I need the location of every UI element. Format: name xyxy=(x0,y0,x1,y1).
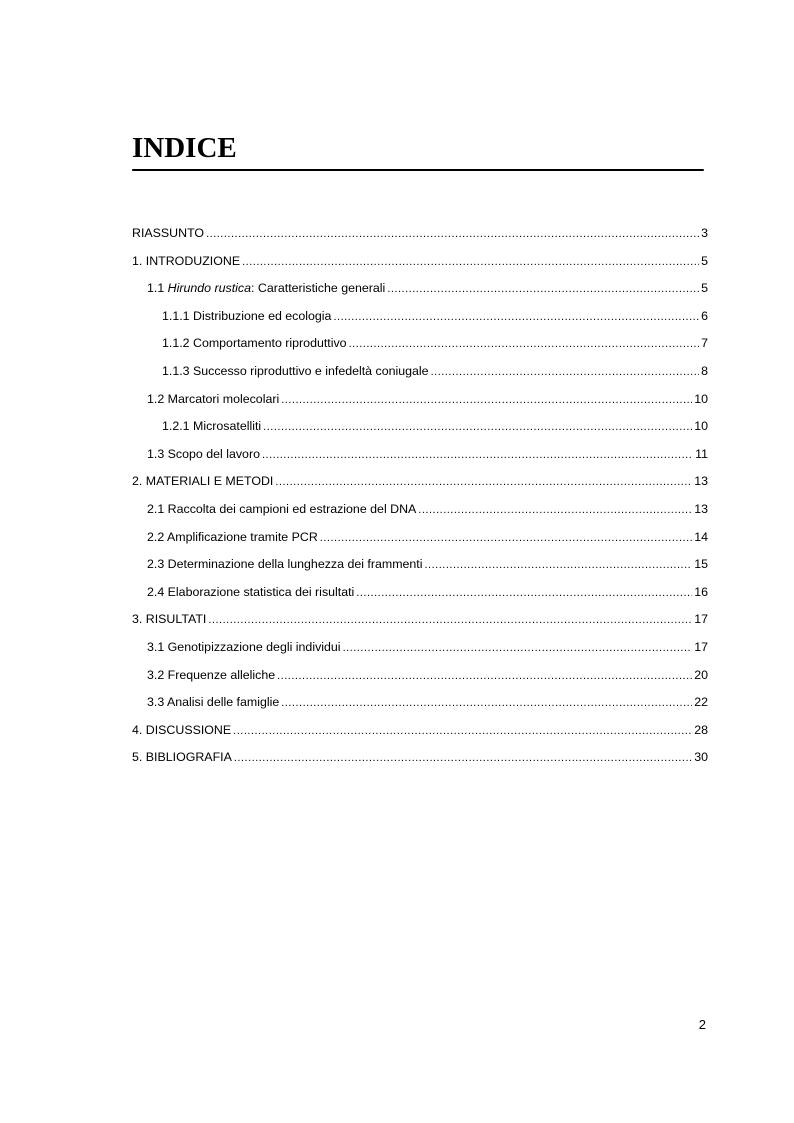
toc-entry-label: 5. BIBLIOGRAFIA xyxy=(132,750,232,765)
toc-entry-label-prefix: 1.1 xyxy=(147,281,168,296)
toc-entry-microsatelliti[interactable] xyxy=(132,415,708,443)
toc-entry-page: 22 xyxy=(694,695,708,710)
toc-entry-comportamento[interactable] xyxy=(132,332,708,360)
page-title: INDICE xyxy=(132,132,237,164)
toc-entry-page: 30 xyxy=(694,750,708,765)
toc-entry-introduzione[interactable] xyxy=(132,250,708,278)
toc-entry-label: 1.2.1 Microsatelliti xyxy=(162,419,262,434)
toc-entry-page: 13 xyxy=(694,501,708,516)
toc-entry-label: 1.3 Scopo del lavoro xyxy=(147,446,260,461)
toc-dot-leader xyxy=(320,527,692,549)
toc-entry-discussione[interactable] xyxy=(132,719,708,747)
toc-dot-leader xyxy=(277,665,692,687)
toc-entry-page: 15 xyxy=(694,557,708,572)
toc-entry-label: 4. DISCUSSIONE xyxy=(132,722,232,737)
toc-entry-marcatori[interactable] xyxy=(132,388,708,416)
toc-entry-risultati[interactable] xyxy=(132,608,708,636)
toc-entry-successo[interactable] xyxy=(132,360,708,388)
toc-entry-page: 7 xyxy=(701,336,708,351)
toc-entry-label-suffix: : Caratteristiche generali xyxy=(251,281,386,296)
toc-entry-page: 17 xyxy=(694,612,708,627)
toc-entry-label: 1.1.3 Successo riproduttivo e infedeltà coniugale xyxy=(162,363,429,378)
toc-dot-leader xyxy=(425,554,693,576)
toc-entry-scopo[interactable] xyxy=(132,443,708,471)
toc-entry-label: 3.1 Genotipizzazione degli individui xyxy=(147,639,341,654)
toc-entry-page: 6 xyxy=(701,308,708,323)
toc-dot-leader xyxy=(343,637,693,659)
toc-entry-riassunto[interactable] xyxy=(132,222,708,250)
toc-entry-label: 1.2 Marcatori molecolari xyxy=(147,391,280,406)
toc-dot-leader xyxy=(356,582,692,604)
toc-dot-leader xyxy=(263,416,692,438)
toc-entry-genotipizzazione[interactable] xyxy=(132,636,708,664)
toc-entry-distribuzione[interactable] xyxy=(132,305,708,333)
toc-entry-label: 2.1 Raccolta dei campioni ed estrazione del DNA xyxy=(147,501,417,516)
toc-entry-label: 1.1.2 Comportamento riproduttivo xyxy=(162,336,347,351)
table-of-contents xyxy=(132,222,708,774)
toc-entry-page: 10 xyxy=(694,391,708,406)
toc-entry-label: 2.3 Determinazione della lunghezza dei frammenti xyxy=(147,557,423,572)
toc-entry-page: 3 xyxy=(701,226,708,240)
toc-entry-page: 5 xyxy=(701,253,708,268)
toc-dot-leader xyxy=(349,333,700,355)
toc-entry-page: 10 xyxy=(694,419,708,434)
toc-entry-amplificazione[interactable] xyxy=(132,526,708,554)
page-number: 2 xyxy=(698,1017,706,1032)
toc-dot-leader xyxy=(233,720,692,742)
toc-entry-raccolta[interactable] xyxy=(132,498,708,526)
toc-dot-leader xyxy=(242,251,699,273)
toc-entry-frequenze[interactable] xyxy=(132,664,708,692)
toc-entry-analisi-famiglie[interactable] xyxy=(132,691,708,719)
toc-dot-leader xyxy=(281,389,692,411)
toc-entry-label: 2. MATERIALI E METODI xyxy=(132,474,274,489)
toc-entry-materiali-metodi[interactable] xyxy=(132,470,708,498)
toc-entry-hirundo-rustica[interactable] xyxy=(132,277,708,305)
title-underline xyxy=(132,169,704,171)
toc-entry-page: 20 xyxy=(694,667,708,682)
toc-dot-leader xyxy=(281,692,692,714)
toc-dot-leader xyxy=(206,223,699,245)
toc-entry-label: 1.1.1 Distribuzione ed ecologia xyxy=(162,308,332,323)
toc-entry-label: 1. INTRODUZIONE xyxy=(132,253,241,268)
toc-entry-label xyxy=(147,277,385,299)
toc-dot-leader xyxy=(333,306,699,328)
toc-dot-leader xyxy=(431,361,700,383)
toc-entry-label: RIASSUNTO xyxy=(132,226,205,240)
toc-entry-page: 28 xyxy=(694,722,708,737)
toc-entry-label: 2.2 Amplificazione tramite PCR xyxy=(147,529,318,544)
toc-entry-page: 8 xyxy=(701,363,708,378)
toc-entry-label: 2.4 Elaborazione statistica dei risultati xyxy=(147,584,355,599)
toc-entry-label-species: Hirundo rustica xyxy=(167,281,252,296)
toc-entry-elaborazione[interactable] xyxy=(132,581,708,609)
toc-entry-label: 3.3 Analisi delle famiglie xyxy=(147,695,280,710)
toc-entry-bibliografia[interactable] xyxy=(132,746,708,774)
toc-dot-leader xyxy=(387,278,699,300)
toc-entry-label: 3.2 Frequenze alleliche xyxy=(147,667,276,682)
toc-entry-page: 11 xyxy=(695,446,708,461)
toc-entry-page: 13 xyxy=(694,474,708,489)
toc-entry-page: 16 xyxy=(694,584,708,599)
toc-entry-page: 14 xyxy=(694,529,708,544)
toc-entry-page: 5 xyxy=(701,281,708,296)
toc-dot-leader xyxy=(208,609,692,631)
toc-dot-leader xyxy=(234,747,692,769)
toc-entry-label: 3. RISULTATI xyxy=(132,612,207,627)
toc-entry-page: 17 xyxy=(694,639,708,654)
toc-dot-leader xyxy=(262,444,693,466)
toc-entry-determinazione[interactable] xyxy=(132,553,708,581)
toc-dot-leader xyxy=(418,499,692,521)
toc-dot-leader xyxy=(275,471,692,493)
